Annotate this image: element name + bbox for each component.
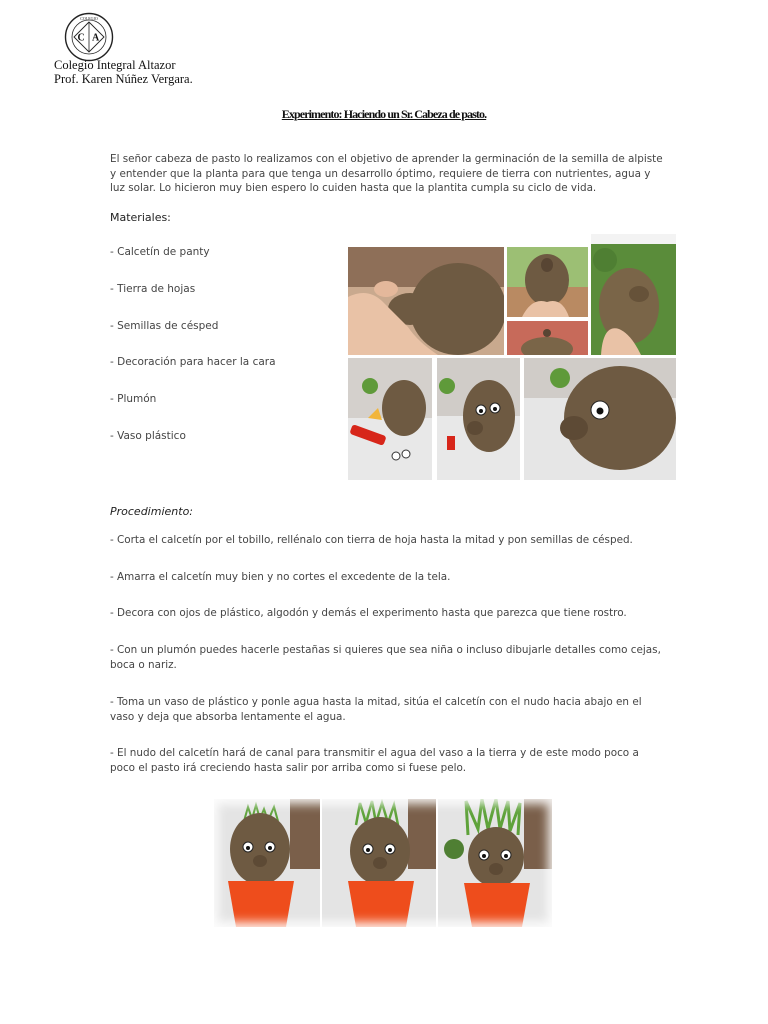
materials-list <box>110 246 276 467</box>
photo-hand-holding-sock <box>348 247 504 355</box>
photo-materials-glue <box>348 358 432 480</box>
photo-sock-top <box>507 321 588 355</box>
intro-paragraph: El señor cabeza de pasto lo realizamos con el objetivo de aprender la germinación de la semilla de alpiste y entender que la planta para que tenga un desarrollo óptimo, requiere de tierra con nutrientes, agua y luz solar. Lo hicieron muy bien espero lo cuiden hasta que la plantita cumpla su ciclo de vida. <box>110 153 663 195</box>
photo-strip-vignette <box>212 798 554 928</box>
list-item: - Amarra el calcetín muy bien y no cortes el excedente de la tela. <box>110 571 451 583</box>
list-item: - Decoración para hacer la cara <box>110 356 276 369</box>
page-title: Experimento: Haciendo un Sr. Cabeza de pasto. <box>281 107 487 121</box>
list-item: - Con un plumón puedes hacerle pestañas si quieres que sea niña o incluso dibujarle detalles como cejas, boca o nariz. <box>110 644 661 671</box>
procedure-heading: Procedimiento: <box>110 505 193 518</box>
photo-tied-sock <box>507 247 588 317</box>
svg-text:C: C <box>77 32 85 44</box>
photo-sock-nose <box>591 234 676 355</box>
list-item: - Plumón <box>110 393 157 406</box>
svg-text:A: A <box>92 32 100 44</box>
teacher-name: Prof. Karen Núñez Vergara. <box>54 72 193 86</box>
list-item: - Semillas de césped <box>110 319 219 332</box>
list-item: - Toma un vaso de plástico y ponle agua hasta la mitad, sitúa el calcetín con el nudo hacia abajo en el vaso y deja que absorba lentamente el agua. <box>110 696 642 723</box>
list-item: - Decora con ojos de plástico, algodón y demás el experimento hasta que parezca que tiene rostro. <box>110 607 627 619</box>
svg-text:COLEGIO: COLEGIO <box>80 16 98 21</box>
list-item: - Vaso plástico <box>110 429 186 442</box>
list-item: - Corta el calcetín por el tobillo, rellénalo con tierra de hoja hasta la mitad y pon semillas de césped. <box>110 534 633 546</box>
list-item: - El nudo del calcetín hará de canal para transmitir el agua del vaso a la tierra y de este modo poco a poco el pasto irá creciendo hasta salir por arriba como si fuese pelo. <box>110 747 639 774</box>
school-name: Colegio Integral Altazor <box>54 58 176 72</box>
materials-heading: Materiales: <box>110 211 171 224</box>
list-item: - Tierra de hojas <box>110 282 196 295</box>
photo-sock-eyes <box>437 358 520 480</box>
school-logo <box>64 12 114 62</box>
photo-sock-face-closeup <box>524 358 676 480</box>
school-header <box>54 58 193 86</box>
list-item: - Calcetín de panty <box>110 246 210 258</box>
